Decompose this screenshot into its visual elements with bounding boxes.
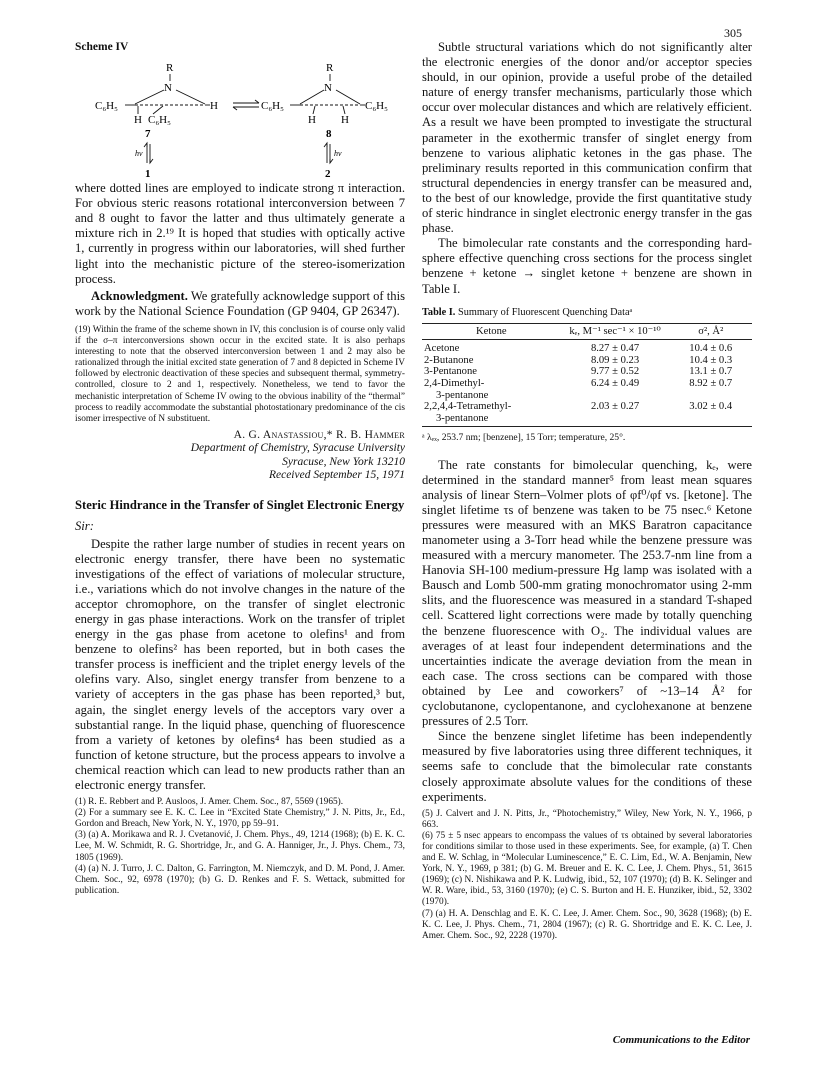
footnote-2: (2) For a summary see E. K. C. Lee in “Excited State Chemistry,” J. N. Pitts, Jr., Ed., Gordon and Breach, New York, N. Y., 1970, pp 59–91. bbox=[75, 808, 405, 830]
left-column bbox=[75, 40, 405, 897]
journal-section-footer: Communications to the Editor bbox=[612, 1034, 750, 1046]
footnote-5: (5) J. Calvert and J. N. Pitts, Jr., “Photochemistry,” Wiley, New York, N. Y., 1966, p 663. bbox=[422, 808, 752, 830]
table-row bbox=[422, 401, 752, 413]
motivation-paragraph: Subtle structural variations which do not significantly alter the electronic energies of the donor and/or acceptor species should, in our opinion, provide a useful probe of the detailed nature of energy transfer mechanisms, particularly those which occur over molecular distances and which are relatively efficient. As a result we have been prompted to investigate the structural parameter in the exothermic transfer of singlet energy from benzene to various aliphatic ketones in the gas phase. The preliminary results reported in this communication confirm that structural dependencies in energy transfer can be measured and, to the best of our knowledge, provide the first quantitative study of steric hindrance in singlet electronic energy transfer in the gas phase. bbox=[422, 40, 752, 236]
authors: A. G. Anastassiou,* R. B. Hammer bbox=[233, 428, 405, 441]
received-date: Received September 15, 1971 bbox=[268, 469, 405, 481]
bond-ph-down-left bbox=[153, 106, 163, 114]
article-title: Steric Hindrance in the Transfer of Singlet Electronic Energy bbox=[75, 498, 405, 513]
scheme-title: Scheme IV bbox=[75, 41, 129, 53]
footnote-6: (6) 75 ± 5 nsec appears to encompass the values of τs obtained by several laboratories for conditions similar to those used in these experiments. See, for example, (a) T. Chen and E. W. Schlag, in “Molecular Luminescence,” E. C. Lim, Ed., W. A. Benjamin, New York, N. Y., 1969, p 381; (b) G. M. Breuer and E. K. C. Lee, J. Chem. Phys., 51, 3615 (1969); (c) N. Nishikawa and P. K. Ludwig, ibid., 52, 107 (1970); (d) B. K. Selinger and W. R. Ware, ibid., 53, 3160 (1970); (e) C. S. Burton and H. E. Hunziker, ibid., 52, 3302 (1970). bbox=[422, 830, 752, 908]
affiliation-dept: Department of Chemistry, Syracuse University bbox=[190, 442, 405, 455]
footnotes-left bbox=[75, 797, 405, 897]
scheme-h-a: H bbox=[210, 100, 218, 113]
table-cell-ketone: 2,2,4,4-Tetramethyl- bbox=[424, 401, 512, 413]
table-cell-kq bbox=[561, 390, 670, 402]
scheme-r-left: R bbox=[166, 62, 174, 75]
table-cell-sigma: 10.4 ± 0.6 bbox=[689, 343, 733, 355]
table-header-kq: kₑ, M⁻¹ sec⁻¹ × 10⁻¹⁰ bbox=[561, 323, 670, 340]
table-cell-sigma bbox=[669, 413, 752, 427]
intro-paragraph: Despite the rather large number of studies in recent years on electronic energy transfer, there have been no systematic investigations of the effect of variations of molecular structure, i.e., variations which do not involve changes in the nature of the acceptor chromophore, on the transfer of singlet electronic energy in gas phase interactions. Work on the transfer of triplet energy in the gas phase from acetone to olefins¹ and from benzene to olefins² has been reported, but in both cases the transfer process is inefficient and the triplet energy levels of the olefins vary. Also, singlet energy transfer from benzene to a variety of accepters in the gas phase has been reported,³ but, again, the singlet energy levels of the acceptors vary over a substantial range. In the liquid phase, quenching of fluorescence from a variety of ketones by olefins⁴ has been studied as a function of ketone structure, but the process appears to involve a chemical reaction which can lead to new products rather than an electronic energy transfer. bbox=[75, 536, 405, 792]
quenching-data-table bbox=[422, 323, 752, 428]
table-footnote: ᵃ λₑₓ, 253.7 nm; [benzene], 15 Torr; temperature, 25°. bbox=[422, 432, 626, 444]
table-cell-kq: 6.24 ± 0.49 bbox=[590, 378, 640, 390]
table-cell-ketone: 2-Butanone bbox=[424, 354, 474, 366]
table-title: Summary of Fluorescent Quenching Dataᵃ bbox=[457, 306, 633, 318]
table-cell-sigma: 3.02 ± 0.4 bbox=[689, 401, 733, 413]
page-number: 305 bbox=[724, 26, 742, 40]
scheme-num-8: 8 bbox=[326, 128, 332, 141]
table-cell-sigma bbox=[669, 390, 752, 402]
table-row bbox=[422, 390, 752, 402]
scheme-c6h5-c: C₆H₅ bbox=[261, 100, 284, 113]
table-row bbox=[422, 366, 752, 378]
scheme-num-7: 7 bbox=[145, 128, 151, 141]
table-cell-ketone: Acetone bbox=[424, 343, 460, 355]
footnote-1: (1) R. E. Rebbert and P. Ausloos, J. Amer. Chem. Soc., 87, 5569 (1965). bbox=[75, 797, 344, 808]
table-row bbox=[422, 340, 752, 355]
table-header-ketone: Ketone bbox=[422, 323, 561, 340]
scheme-r-right: R bbox=[326, 62, 334, 75]
scheme-n-left: N bbox=[164, 82, 172, 95]
table-cell-sigma: 8.92 ± 0.7 bbox=[689, 378, 733, 390]
scheme-c6h5-b: C₆H₅ bbox=[148, 114, 171, 127]
table-cell-kq: 8.09 ± 0.23 bbox=[590, 354, 640, 366]
methods-paragraph: The rate constants for bimolecular quenching, kₑ, were determined in the standard manner⁵ from least mean squares analysis of linear Stern–Volmer plots of φf⁰/φf vs. [ketone]. The singlet lifetime τs of benzene was taken to be 75 nsec.⁶ Ketone pressures were measured with an MKS Baratron capacitance manometer using a 3-Torr head while the benzene pressure was measured with a mercury manometer. The 253.7-nm line from a Hanovia SH-100 medium-pressure Hg lamp was isolated with a Bausch and Lomb 500-mm grating monochromator using 2-mm slits, and the fluorescence was measured in a standard T-shaped cell. Scattered light corrections were made by totally quenching the benzene fluorescence with O₂. The individual values are averages of at least four independent determinations and the uncertainties indicate the average deviation from the mean in each case. The cross sections can be compared with those obtained by Lee and coworkers⁷ of ~13–14 Å² for cyclobutanone, cyclopentanone, and cyclohexanone at benzene pressures of 2.5 Torr. bbox=[422, 457, 752, 729]
scheme-discussion: where dotted lines are employed to indicate strong π interaction. For obvious steric reasons rotational interconversion between 7 and 8 ought to favor the latter and thus ultimately generate a mixture rich in 2.¹⁹ It is hoped that studies with optically active 1, currently in progress within our laboratories, will shed further light into the mechanistic picture of the stereo-isomerization process. bbox=[75, 181, 405, 286]
affiliation-city: Syracuse, New York 13210 bbox=[282, 455, 405, 468]
footnotes-right bbox=[422, 809, 752, 942]
table-cell-ketone: 3-Pentanone bbox=[424, 366, 477, 378]
scheme-h-c: H bbox=[308, 114, 316, 127]
table-cell-kq: 2.03 ± 0.27 bbox=[590, 401, 640, 413]
ack-label: Acknowledgment. bbox=[91, 288, 188, 303]
signature-block bbox=[75, 429, 405, 483]
scheme-hv-left: hν bbox=[135, 149, 143, 159]
table-cell-kq: 8.27 ± 0.47 bbox=[590, 343, 640, 355]
conclusion-paragraph: Since the benzene singlet lifetime has been independently measured by five laboratories using three different techniques, it seems safe to conclude that the bimolecular rate constants closely approximate absolute values for the conditions of these experiments. bbox=[422, 729, 752, 804]
scheme-num-2: 2 bbox=[325, 168, 331, 181]
table-header-sigma: σ², Å² bbox=[669, 323, 752, 340]
table-row bbox=[422, 355, 752, 367]
scheme-h-b: H bbox=[134, 114, 142, 127]
footnote-4: (4) (a) N. J. Turro, J. C. Dalton, G. Farrington, M. Niemczyk, and D. M. Pond, J. Amer. Chem. Soc., 92, 6978 (1970); (b) G. D. Renkes and F. S. Wettack, submitted for publication. bbox=[75, 863, 405, 896]
ack-text: We gratefully acknowledge support of this work by the National Science Foundation (GP 9404, GP 26347). bbox=[75, 288, 405, 318]
scheme-iv-diagram bbox=[75, 59, 405, 181]
scheme-h-d: H bbox=[341, 114, 349, 127]
footnote-19: (19) Within the frame of the scheme shown in IV, this conclusion is of course only valid if the σ–π interconversions shown occur in the excited state. It is also perhaps interesting to note that the observed interconversion between 1 and 2 may also be rationalized through the initial excited state generation of 7 and 8 depicted in Scheme IV followed by electronic deactivation of these species and subsequent thermal, symmetry-controlled, closure to 2 and 1, respectively. Nonetheless, we tend to favor the mechanistic interpretation of Scheme IV owing to the obvious inability of the “thermal” process to readily accommodate the substantial photostationary predominance of the cis isomer irrespective of N substituent. bbox=[75, 324, 405, 424]
table-intro-paragraph: The bimolecular rate constants and the corresponding hard-sphere effective quenching cross sections for the process singlet benzene + ketone → singlet ketone + benzene are shown in Table I. bbox=[422, 236, 752, 296]
scheme-num-1: 1 bbox=[145, 168, 151, 181]
footnote-7: (7) (a) H. A. Denschlag and E. K. C. Lee, J. Amer. Chem. Soc., 90, 3628 (1968); (b) E. K. C. Lee, J. Phys. Chem., 71, 2804 (1967); (c) R. G. Shortridge and E. K. C. Lee, J. Amer. Chem. Soc., 92, 2228 (1970). bbox=[422, 908, 752, 941]
footnote-3: (3) (a) A. Morikawa and R. J. Cvetanović, J. Chem. Phys., 49, 1214 (1968); (b) E. K. C. Lee, M. W. Schmidt, R. G. Shortridge, Jr., and G. A. Hanniger, Jr., J. Phys. Chem., 73, 1805 (1969). bbox=[75, 830, 405, 863]
table-cell-sigma: 13.1 ± 0.7 bbox=[689, 366, 733, 378]
table-cell-ketone: 2,4-Dimethyl- bbox=[424, 378, 485, 390]
acknowledgment bbox=[75, 289, 405, 319]
scheme-c6h5-a: C₆H₅ bbox=[95, 100, 118, 113]
table-row bbox=[422, 413, 752, 427]
table-label: Table I. bbox=[422, 306, 456, 318]
scheme-c6h5-d: C₆H₅ bbox=[365, 100, 388, 113]
table-cell-ketone: 3-pentanone bbox=[422, 413, 561, 427]
bond-n-c-left-b bbox=[176, 90, 205, 104]
table-cell-sigma: 10.4 ± 0.3 bbox=[689, 354, 733, 366]
table-row bbox=[422, 378, 752, 390]
table-cell-ketone: 3-pentanone bbox=[436, 389, 489, 401]
table-caption bbox=[422, 305, 752, 320]
table-cell-kq: 9.77 ± 0.52 bbox=[590, 366, 640, 378]
bond-n-c-left-a bbox=[135, 90, 164, 104]
salutation: Sir: bbox=[75, 519, 94, 534]
table-cell-kq bbox=[561, 413, 670, 427]
scheme-n-right: N bbox=[324, 82, 332, 95]
right-column bbox=[422, 40, 752, 942]
scheme-hv-right: hν bbox=[334, 149, 342, 159]
